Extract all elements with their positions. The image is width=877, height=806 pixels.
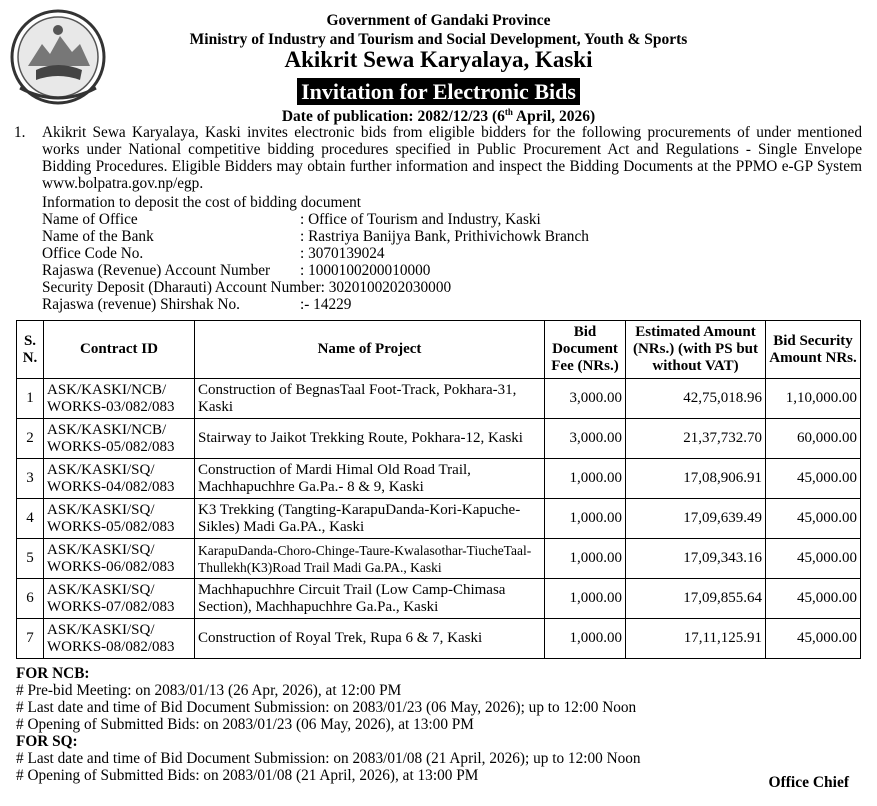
cell-security: 60,000.00 <box>766 419 861 459</box>
bids-table <box>16 320 861 659</box>
table-header-row <box>17 321 861 379</box>
header-project: Name of Project <box>195 321 545 379</box>
cell-fee: 3,000.00 <box>545 419 626 459</box>
deposit-value: : 1000100200010000 <box>300 262 431 279</box>
table-row <box>17 379 861 419</box>
deposit-heading: Information to deposit the cost of bidding document <box>42 194 362 211</box>
header-contract-id: Contract ID <box>44 321 195 379</box>
cell-sn: 7 <box>17 619 44 659</box>
deposit-label: Office Code No. <box>42 245 144 262</box>
cell-sn: 1 <box>17 379 44 419</box>
cell-project: Machhapuchhre Circuit Trail (Low Camp-Chimasa Section), Machhapuchhre Ga.Pa., Kaski <box>195 579 545 619</box>
header-amount: Estimated Amount (NRs.) (with PS but without VAT) <box>626 321 766 379</box>
table-row <box>17 499 861 539</box>
publication-date-sup: th <box>504 107 513 117</box>
deposit-row <box>42 245 385 262</box>
cell-project: KarapuDanda-Choro-Chinge-Taure-Kwalasothar-TiucheTaal-Thullekh(K3)Road Trail Madi Ga.PA., Kaski <box>195 539 545 579</box>
government-name: Government of Gandaki Province <box>326 12 551 29</box>
cell-contract-id: ASK/KASKI/SQ/ WORKS-06/082/083 <box>44 539 195 579</box>
deposit-label: Name of Office <box>42 211 138 228</box>
deposit-label: Rajaswa (revenue) Shirshak No. <box>42 296 240 313</box>
cell-project: Stairway to Jaikot Trekking Route, Pokhara-12, Kaski <box>195 419 545 459</box>
notice-title-wrap <box>0 78 877 105</box>
cell-amount: 21,37,732.70 <box>626 419 766 459</box>
ncb-item: # Opening of Submitted Bids: on 2083/01/23 (06 May, 2026), at 13:00 PM <box>16 716 474 733</box>
cell-amount: 17,09,343.16 <box>626 539 766 579</box>
deposit-value: : 3020100202030000 <box>320 279 452 296</box>
deposit-row <box>42 228 589 245</box>
deposit-value: : Rastriya Banijya Bank, Prithivichowk Branch <box>300 228 589 245</box>
cell-project: K3 Trekking (Tangting-KarapuDanda-Kori-Kapuche-Sikles) Madi Ga.PA., Kaski <box>195 499 545 539</box>
cell-amount: 17,09,639.49 <box>626 499 766 539</box>
header-fee: Bid Document Fee (NRs.) <box>545 321 626 379</box>
deposit-value: :- 14229 <box>300 296 352 313</box>
cell-amount: 17,11,125.91 <box>626 619 766 659</box>
cell-sn: 6 <box>17 579 44 619</box>
cell-fee: 3,000.00 <box>545 379 626 419</box>
cell-amount: 17,09,855.64 <box>626 579 766 619</box>
cell-security: 45,000.00 <box>766 619 861 659</box>
notice-title: Invitation for Electronic Bids <box>297 78 580 105</box>
deposit-value: : 3070139024 <box>300 245 385 262</box>
deposit-row <box>42 262 430 279</box>
office-name: Akikrit Sewa Karyalaya, Kaski <box>284 47 593 72</box>
publication-date-suffix: April, 2026) <box>512 108 596 126</box>
deposit-label: Rajaswa (Revenue) Account Number <box>42 262 271 279</box>
cell-security: 45,000.00 <box>766 499 861 539</box>
ncb-item: # Last date and time of Bid Document Submission: on 2083/01/23 (06 May, 2026); up to 12:00 Noon <box>16 699 637 716</box>
cell-project: Construction of BegnasTaal Foot-Track, Pokhara-31, Kaski <box>195 379 545 419</box>
header-security: Bid Security Amount NRs. <box>766 321 861 379</box>
table-row <box>17 419 861 459</box>
cell-fee: 1,000.00 <box>545 459 626 499</box>
sq-item: # Opening of Submitted Bids: on 2083/01/08 (21 April, 2026), at 13:00 PM <box>16 767 479 784</box>
cell-sn: 5 <box>17 539 44 579</box>
intro-paragraph <box>14 124 862 192</box>
cell-security: 45,000.00 <box>766 579 861 619</box>
table-row <box>17 619 861 659</box>
cell-project: Construction of Royal Trek, Rupa 6 & 7, Kaski <box>195 619 545 659</box>
cell-sn: 3 <box>17 459 44 499</box>
deposit-label: Name of the Bank <box>42 228 154 245</box>
cell-contract-id: ASK/KASKI/SQ/ WORKS-05/082/083 <box>44 499 195 539</box>
deposit-row <box>42 211 541 228</box>
cell-fee: 1,000.00 <box>545 539 626 579</box>
cell-amount: 17,08,906.91 <box>626 459 766 499</box>
cell-sn: 4 <box>17 499 44 539</box>
cell-project: Construction of Mardi Himal Old Road Trail, Machhapuchhre Ga.Pa.- 8 & 9, Kaski <box>195 459 545 499</box>
cell-contract-id: ASK/KASKI/SQ/ WORKS-07/082/083 <box>44 579 195 619</box>
deposit-value: : Office of Tourism and Industry, Kaski <box>300 211 541 228</box>
header-sn: S. N. <box>17 321 44 379</box>
table-row <box>17 459 861 499</box>
intro-number: 1. <box>14 124 26 141</box>
cell-security: 45,000.00 <box>766 539 861 579</box>
ncb-heading: FOR NCB: <box>16 665 90 682</box>
signature-office-chief: Office Chief <box>768 774 849 791</box>
cell-sn: 2 <box>17 419 44 459</box>
deposit-row <box>42 296 351 313</box>
table-row <box>17 579 861 619</box>
publication-date-prefix: Date of publication: 2082/12/23 (6 <box>281 108 505 126</box>
cell-fee: 1,000.00 <box>545 619 626 659</box>
cell-contract-id: ASK/KASKI/NCB/ WORKS-03/082/083 <box>44 379 195 419</box>
cell-security: 1,10,000.00 <box>766 379 861 419</box>
ncb-item: # Pre-bid Meeting: on 2083/01/13 (26 Apr, 2026), at 12:00 PM <box>16 682 402 699</box>
table-row <box>17 539 861 579</box>
intro-text: Akikrit Sewa Karyalaya, Kaski invites electronic bids from eligible bidders for the following procurements of under mentioned works under National competitive bidding procedures specified in Public Procurement Act and Regulations - Single Envelope Bidding Procedures. Eligible Bidders may obtain further information and inspect the Bidding Documents at the PPMO e-GP System www.bolpatra.gov.np/egp. <box>42 124 862 192</box>
cell-amount: 42,75,018.96 <box>626 379 766 419</box>
cell-contract-id: ASK/KASKI/SQ/ WORKS-08/082/083 <box>44 619 195 659</box>
cell-fee: 1,000.00 <box>545 499 626 539</box>
cell-fee: 1,000.00 <box>545 579 626 619</box>
deposit-row <box>42 279 451 296</box>
deposit-label: Security Deposit (Dharauti) Account Number <box>42 279 321 296</box>
cell-security: 45,000.00 <box>766 459 861 499</box>
sq-item: # Last date and time of Bid Document Submission: on 2083/01/08 (21 April, 2026); up to 12:00 Noon <box>16 750 641 767</box>
cell-contract-id: ASK/KASKI/SQ/ WORKS-04/082/083 <box>44 459 195 499</box>
sq-heading: FOR SQ: <box>16 733 78 750</box>
ministry-name: Ministry of Industry and Tourism and Social Development, Youth & Sports <box>189 31 688 48</box>
cell-contract-id: ASK/KASKI/NCB/ WORKS-05/082/083 <box>44 419 195 459</box>
